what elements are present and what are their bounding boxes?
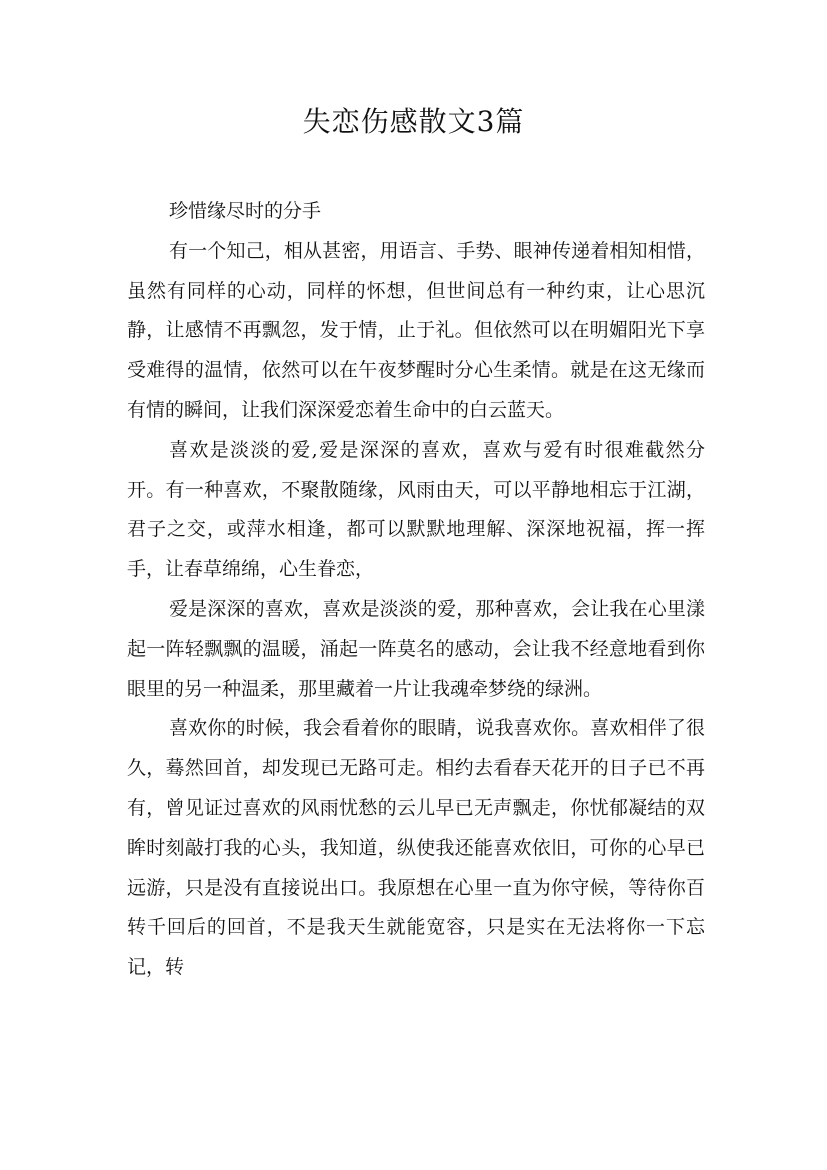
page-title: 失恋伤感散文3篇 [302,105,525,138]
document-body [127,192,705,988]
paragraph-1: 有一个知己，相从甚密，用语言、手势、眼神传递着相知相惜，虽然有同样的心动，同样的怀想，但世间总有一种约束，让心思沉静，让感情不再飘忽，发于情，止于礼。但依然可以在明媚阳光下享受难得的温情，依然可以在午夜梦醒时分心生柔情。就是在这无缘而有情的瞬间，让我们深深爱恋着生命中的白云蓝天。 [127,239,705,421]
paragraph-3: 爱是深深的喜欢，喜欢是淡淡的爱，那种喜欢，会让我在心里漾起一阵轻飘飘的温暖，涌起一阵莫名的感动，会让我不经意地看到你眼里的另一种温柔，那里藏着一片让我魂牵梦绕的绿洲。 [127,597,705,700]
paragraph-2: 喜欢是淡淡的爱,爱是深深的喜欢，喜欢与爱有时很难截然分开。有一种喜欢，不聚散随缘，风雨由天，可以平静地相忘于江湖，君子之交，或萍水相逢，都可以默默地理解、深深地祝福，挥一挥手，让春草绵绵，心生眷恋， [127,438,705,581]
paragraph-4: 喜欢你的时候，我会看着你的眼睛，说我喜欢你。喜欢相伴了很久，蓦然回首，却发现已无路可走。相约去看春天花开的日子已不再有，曾见证过喜欢的风雨忧愁的云儿早已无声飘走，你忧郁凝结的双眸时刻敲打我的心头，我知道，纵使我还能喜欢依旧，可你的心早已远游，只是没有直接说出口。我原想在心里一直为你守候，等待你百转千回后的回首，不是我天生就能宽容，只是实在无法将你一下忘记，转 [127,717,705,979]
section-heading: 珍惜缘尽时的分手 [169,200,322,222]
